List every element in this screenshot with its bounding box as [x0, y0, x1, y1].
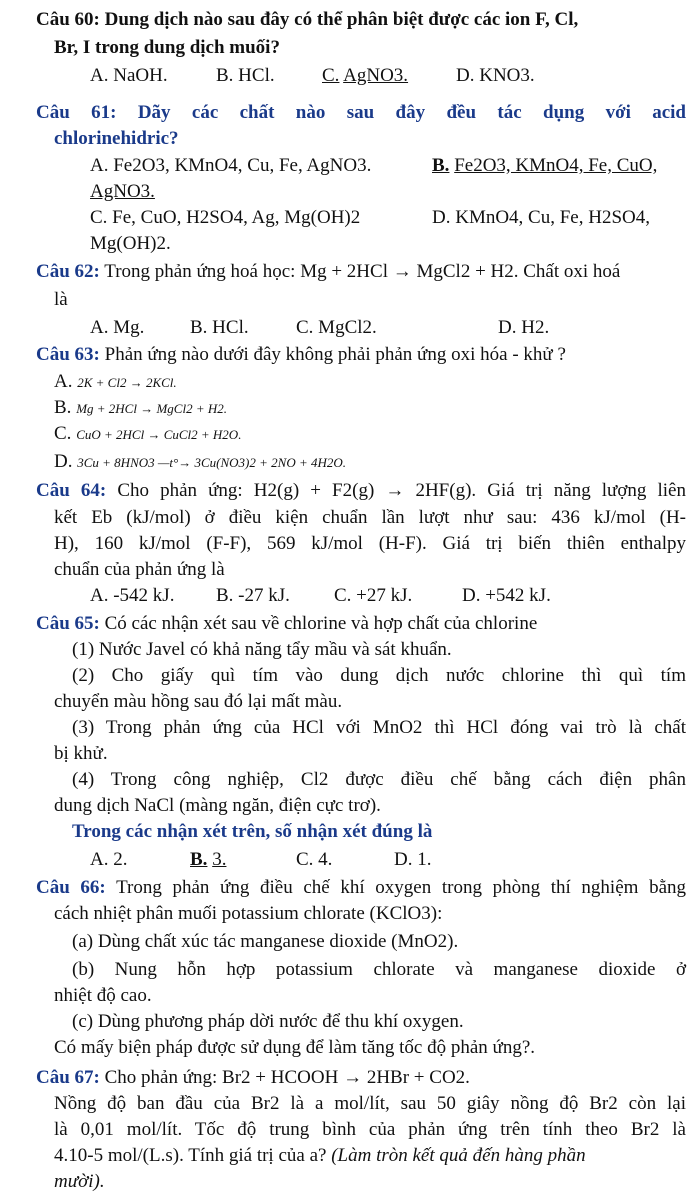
q62-title-cont: là	[54, 289, 68, 310]
q65-statement-4b: dung dịch NaCl (màng ngăn, điện cực trơ).	[54, 795, 381, 816]
q64-option-a: A. -542 kJ.	[90, 585, 175, 606]
q65-option-b	[190, 848, 226, 872]
q64-line3: H), 160 kJ/mol (F-F), 569 kJ/mol (H-F). Giá trị biến thiên enthalpy	[54, 533, 686, 554]
q65-statement-2b: chuyển màu hồng sau đó lại mất màu.	[54, 691, 343, 712]
q66-label: Câu 66:	[36, 877, 106, 898]
q63-option-b-letter: B.	[54, 397, 72, 418]
q63-option-d-eq: 3Cu + 8HNO3 —t°→ 3Cu(NO3)2 + 2NO + 4H2O.	[77, 455, 347, 470]
q65-question: Trong các nhận xét trên, số nhận xét đúng là	[72, 821, 433, 842]
q67-line3: là 0,01 mol/lít. Tốc độ trung bình của phản ứng trên tính theo Br2 là	[54, 1119, 686, 1140]
q63-option-b	[54, 396, 227, 420]
q65-option-b-letter: B.	[190, 849, 208, 870]
q61-option-b-text: Fe2O3, KMnO4, Fe, CuO,	[454, 155, 658, 176]
q63-option-a-eq: 2K + Cl2 → 2KCl.	[77, 375, 177, 390]
q63-label: Câu 63:	[36, 344, 100, 365]
q66-line2: cách nhiệt phân muối potassium chlorate (KClO3):	[54, 903, 443, 924]
q66-text: Trong phản ứng điều chế khí oxygen trong phòng thí nghiệm bằng	[116, 877, 686, 898]
q62-text: Trong phản ứng hoá học: Mg + 2HCl → MgCl2 + H2. Chất oxi hoá	[104, 261, 621, 282]
q65-title	[36, 612, 537, 636]
q61-option-c: C. Fe, CuO, H2SO4, Ag, Mg(OH)2	[90, 207, 361, 228]
q62-option-d: D. H2.	[498, 317, 550, 338]
q64-option-c: C. +27 kJ.	[334, 585, 413, 606]
q64-label: Câu 64:	[36, 480, 107, 501]
q63-option-c	[54, 422, 241, 446]
q63-option-a-letter: A.	[54, 371, 73, 392]
q63-option-c-letter: C.	[54, 423, 72, 444]
q65-option-d: D. 1.	[394, 849, 432, 870]
q60-option-c	[322, 64, 408, 88]
q63-option-a	[54, 370, 177, 394]
q60-option-c-text: AgNO3.	[343, 65, 409, 86]
q61-title: Câu 61: Dãy các chất nào sau đây đều tác dụng với acid	[36, 102, 686, 123]
q62-option-a: A. Mg.	[90, 317, 145, 338]
q64-line2: kết Eb (kJ/mol) ở điều kiện chuẩn lần lượt như sau: 436 kJ/mol (H-	[54, 507, 686, 528]
q63-text: Phản ứng nào dưới đây không phải phản ứng oxi hóa - khử ?	[104, 344, 566, 365]
q60-option-d: D. KNO3.	[456, 65, 535, 86]
q65-statement-3b: bị khử.	[54, 743, 108, 764]
q62-label: Câu 62:	[36, 261, 100, 282]
q65-statement-4a: (4) Trong công nghiệp, Cl2 được điều chế bằng cách điện phân	[72, 769, 686, 790]
q67-line4-note: (Làm tròn kết quả đến hàng phần	[331, 1145, 586, 1166]
q64-option-b: B. -27 kJ.	[216, 585, 290, 606]
q62-option-c: C. MgCl2.	[296, 317, 377, 338]
q60-option-a: A. NaOH.	[90, 65, 168, 86]
q64-line4: chuẩn của phản ứng là	[54, 559, 225, 580]
q61-title-cont: chlorinehidric?	[54, 128, 179, 149]
q63-title	[36, 343, 566, 367]
q61-option-b	[432, 154, 657, 178]
q67-text: Cho phản ứng: Br2 + HCOOH → 2HBr + CO2.	[104, 1067, 470, 1088]
q60-title-cont: Br, I trong dung dịch muối?	[54, 37, 280, 58]
q65-label: Câu 65:	[36, 613, 100, 634]
q66-question: Có mấy biện pháp được sử dụng để làm tăng tốc độ phản ứng?.	[54, 1037, 536, 1058]
q67-line2: Nồng độ ban đầu của Br2 là a mol/lít, sau 50 giây nồng độ Br2 còn lại	[54, 1093, 686, 1114]
q60-title: Câu 60: Dung dịch nào sau đây có thể phân biệt được các ion F, Cl,	[36, 9, 579, 30]
q64-option-d: D. +542 kJ.	[462, 585, 551, 606]
q61-option-c-cont: Mg(OH)2.	[90, 233, 171, 254]
q62-option-b: B. HCl.	[190, 317, 249, 338]
q63-option-b-eq: Mg + 2HCl → MgCl2 + H2.	[76, 401, 227, 416]
q66-line1	[36, 876, 686, 900]
q67-line5: mười).	[54, 1171, 105, 1192]
q65-statement-2a: (2) Cho giấy quì tím vào dung dịch nước chlorine thì quì tím	[72, 665, 686, 686]
q65-text: Có các nhận xét sau về chlorine và hợp chất của chlorine	[104, 613, 538, 634]
q65-statement-1: (1) Nước Javel có khả năng tẩy mầu và sát khuẩn.	[72, 639, 452, 660]
q65-statement-3a: (3) Trong phản ứng của HCl với MnO2 thì HCl đóng vai trò là chất	[72, 717, 686, 738]
q65-option-a: A. 2.	[90, 849, 128, 870]
q67-line4-text: 4.10-5 mol/(L.s). Tính giá trị của a?	[54, 1145, 327, 1166]
q60-option-c-letter: C.	[322, 65, 340, 86]
q61-option-d: D. KMnO4, Cu, Fe, H2SO4,	[432, 207, 650, 228]
q66-statement-c: (c) Dùng phương pháp dời nước để thu khí oxygen.	[72, 1011, 464, 1032]
q65-option-c: C. 4.	[296, 849, 333, 870]
q64-line1	[36, 479, 686, 503]
q62-title	[36, 260, 620, 284]
q66-statement-a: (a) Dùng chất xúc tác manganese dioxide (MnO2).	[72, 931, 459, 952]
q66-statement-b2: nhiệt độ cao.	[54, 985, 152, 1006]
q65-option-b-text: 3.	[212, 849, 227, 870]
q64-text: Cho phản ứng: H2(g) + F2(g) → 2HF(g). Giá trị năng lượng liên	[117, 480, 686, 501]
q63-option-d-letter: D.	[54, 451, 73, 472]
q67-line4	[54, 1144, 586, 1168]
q67-line1	[36, 1066, 470, 1090]
q63-option-d	[54, 450, 346, 474]
q60-option-b: B. HCl.	[216, 65, 275, 86]
q66-statement-b1: (b) Nung hỗn hợp potassium chlorate và manganese dioxide ở	[72, 959, 686, 980]
q63-option-c-eq: CuO + 2HCl → CuCl2 + H2O.	[76, 427, 242, 442]
q67-label: Câu 67:	[36, 1067, 100, 1088]
q61-option-b-letter: B.	[432, 155, 450, 176]
q61-option-b-cont: AgNO3.	[90, 181, 155, 202]
q61-option-a: A. Fe2O3, KMnO4, Cu, Fe, AgNO3.	[90, 155, 372, 176]
